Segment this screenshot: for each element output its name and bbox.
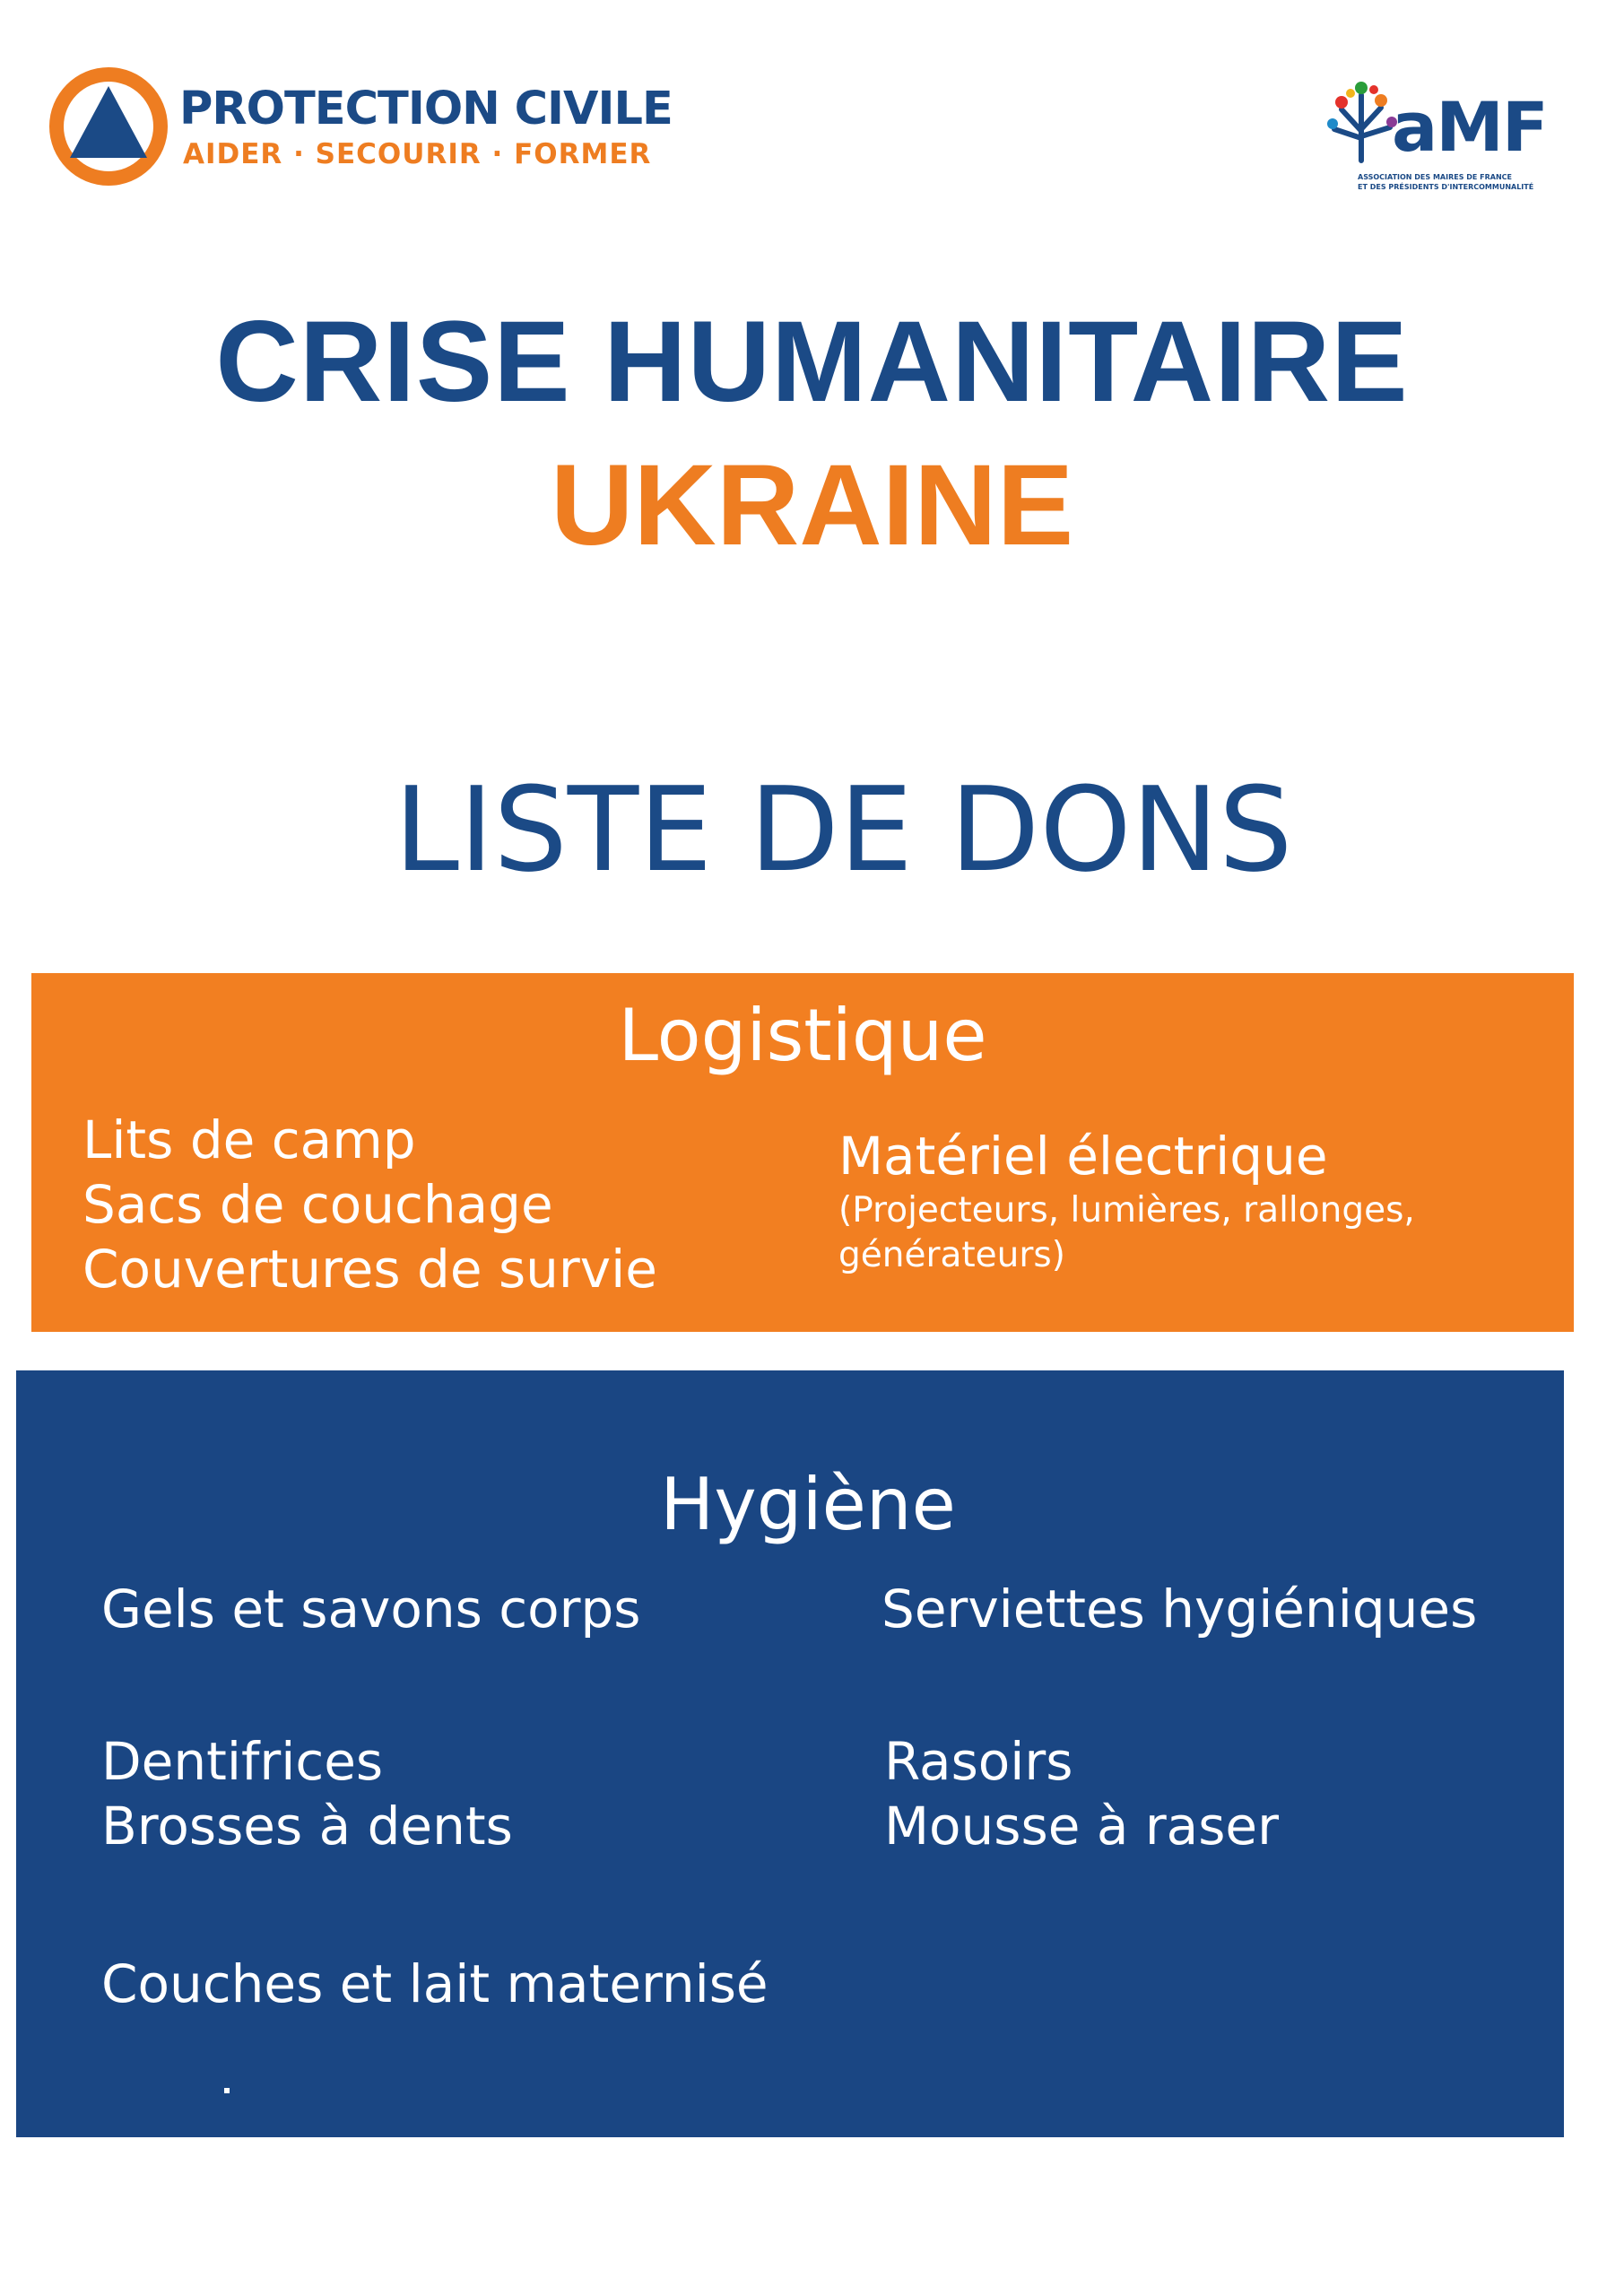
list-item: Matériel électrique — [838, 1126, 1328, 1187]
list-item: Couches et lait maternisé — [101, 1953, 769, 2014]
list-item: Sacs de couchage — [83, 1174, 553, 1235]
amf-subtitle-line2: ET DES PRÉSIDENTS D'INTERCOMMUNALITÉ — [1358, 183, 1534, 191]
amf-wordmark: aMF — [1392, 87, 1547, 167]
list-item: Mousse à raser — [884, 1796, 1279, 1857]
hygiene-left-group-3 — [101, 1952, 769, 2016]
hygiene-right-group-2 — [884, 1729, 1279, 1858]
hygiene-heading: Hygiène — [660, 1463, 956, 1546]
list-item-note: (Projecteurs, lumières, rallonges, — [838, 1190, 1415, 1231]
hygiene-left-group-1 — [101, 1577, 641, 1641]
hygiene-right-group-1 — [881, 1577, 1477, 1641]
hygiene-left-group-2 — [101, 1729, 513, 1858]
list-item: Serviettes hygiéniques — [881, 1578, 1478, 1639]
amf-subtitle-line1: ASSOCIATION DES MAIRES DE FRANCE — [1358, 173, 1512, 181]
list-item: Dentifrices — [101, 1731, 384, 1792]
protection-civile-tagline: AIDER · SECOURIR · FORMER — [183, 138, 652, 170]
amf-tree-icon — [1325, 75, 1397, 165]
title-crise-humanitaire: CRISE HUMANITAIRE — [215, 298, 1409, 426]
hygiene-section — [16, 1370, 1564, 2137]
list-item: Brosses à dents — [101, 1796, 513, 1857]
logistique-left-list — [83, 1108, 657, 1301]
decorative-dot — [224, 2088, 230, 2093]
title-ukraine: UKRAINE — [550, 441, 1074, 570]
subtitle-liste-de-dons: LISTE DE DONS — [394, 761, 1293, 898]
protection-civile-logo — [47, 65, 692, 190]
list-item: Lits de camp — [83, 1109, 416, 1170]
amf-logo — [1325, 75, 1576, 201]
logistique-right-list — [838, 1124, 1415, 1278]
list-item: Gels et savons corps — [101, 1578, 641, 1639]
protection-civile-name: PROTECTION CIVILE — [179, 83, 673, 135]
list-item: Rasoirs — [884, 1731, 1073, 1792]
protection-civile-emblem-icon — [47, 65, 170, 188]
logistique-section — [31, 973, 1574, 1332]
list-item: Couvertures de survie — [83, 1239, 657, 1300]
logistique-heading: Logistique — [618, 994, 987, 1077]
amf-subtitle — [1358, 172, 1576, 192]
list-item-note: générateurs) — [838, 1235, 1065, 1275]
